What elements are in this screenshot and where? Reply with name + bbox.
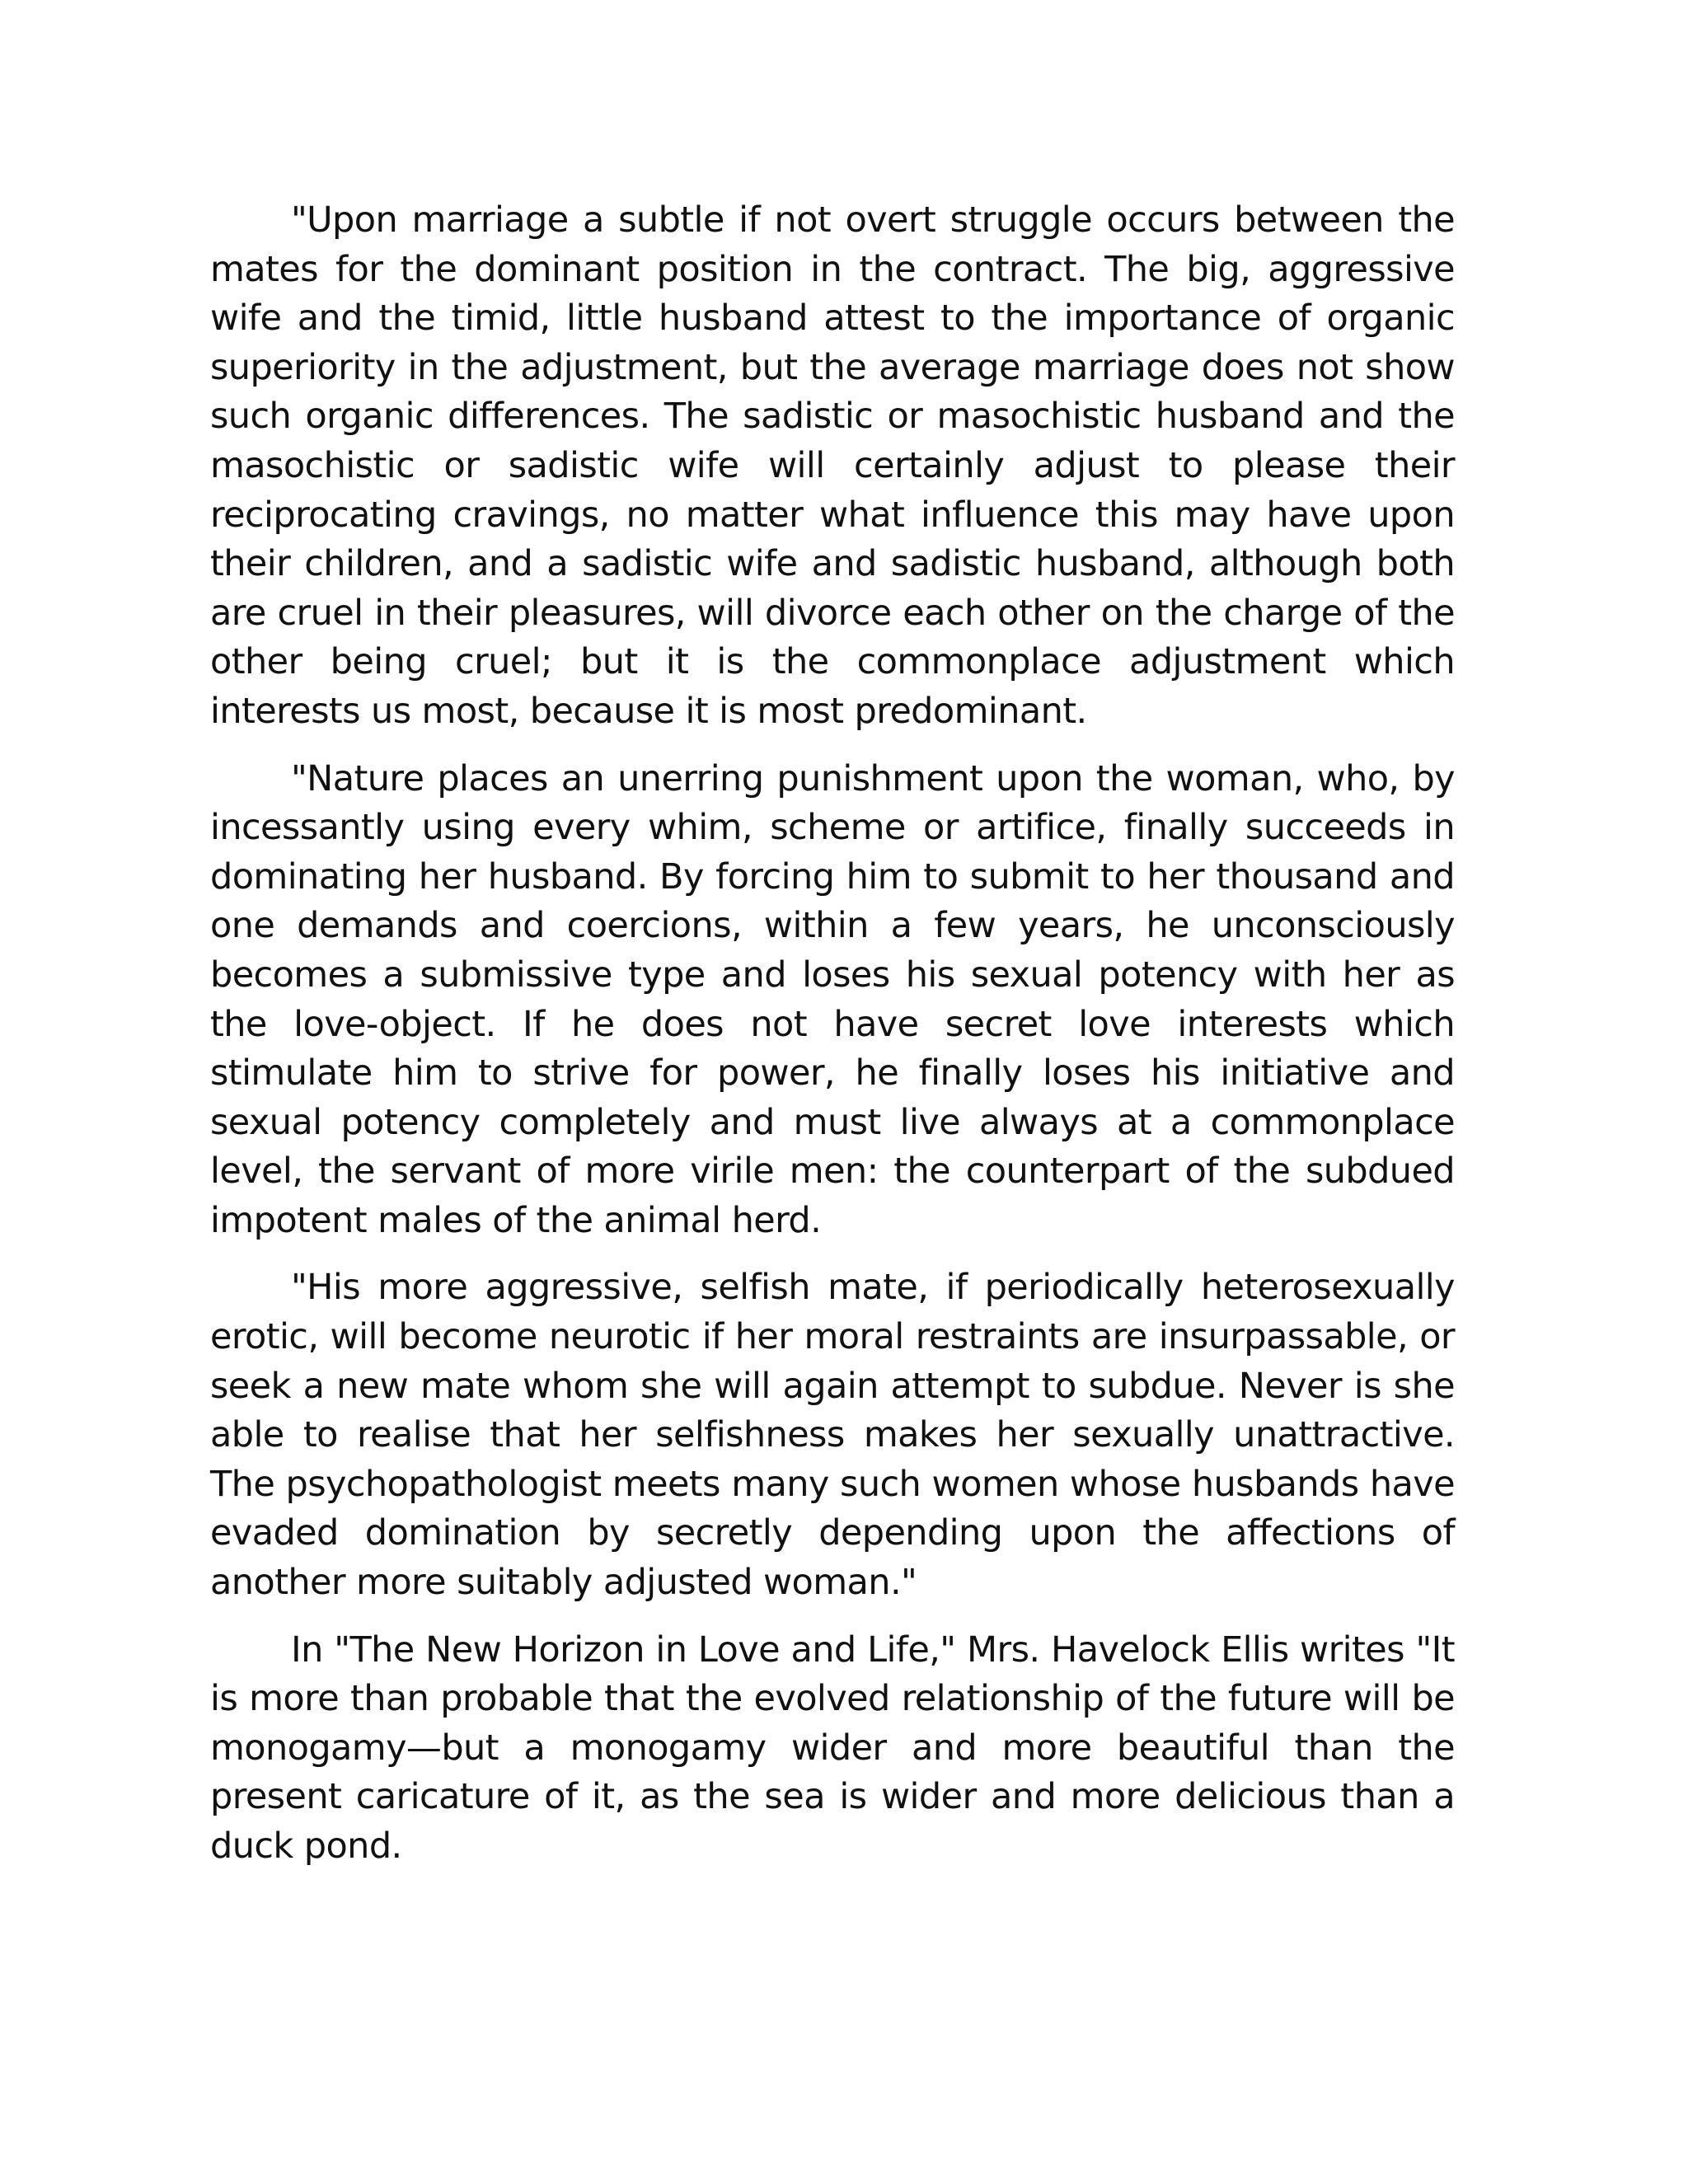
paragraph-1: "Upon marriage a subtle if not overt struggle occurs between the mates for the dominant position in the contract. The big, aggressive wife and the timid, little husband attest to the importance of organic superiority in the adjustment, but the average marriage does not show such organic differences. The sadistic or masochistic husband and the masochistic or sadistic wife will certainly adjust to please their reciprocating cravings, no matter what influence this may have upon their children, and a sadistic wife and sadistic husband, although both are cruel in their pleasures, will divorce each other on the charge of the other being cruel; but it is the commonplace adjustment which interests us most, because it is most predominant. <box>210 199 1455 732</box>
paragraph-3: "His more aggressive, selfish mate, if periodically heterosexually erotic, will become neurotic if her moral restraints are insurpassable, or seek a new mate whom she will again attempt to subdue. Never is she able to realise that her selfishness makes her sexually unattractive. The psychopathologist meets many such women whose husbands have evaded domination by secretly depending upon the affections of another more suitably adjusted woman." <box>210 1267 1455 1604</box>
paragraph-2: "Nature places an unerring punishment upon the woman, who, by incessantly using every whim, scheme or artifice, finally succeeds in dominating her husband. By forcing him to submit to her thousand and one demands and coercions, within a few years, he unconsciously becomes a submissive type and loses his sexual potency with her as the love-object. If he does not have secret love interests which stimulate him to strive for power, he finally loses his initiative and sexual potency completely and must live always at a commonplace level, the servant of more virile men: the counterpart of the subdued impotent males of the animal herd. <box>210 757 1455 1241</box>
body-text <box>210 196 1455 1890</box>
paragraph-4: In "The New Horizon in Love and Life," Mrs. Havelock Ellis writes "It is more than probable that the evolved relationship of the future will be monogamy—but a monogamy wider and more beautiful than the present caricature of it, as the sea is wider and more delicious than a duck pond. <box>210 1629 1455 1867</box>
